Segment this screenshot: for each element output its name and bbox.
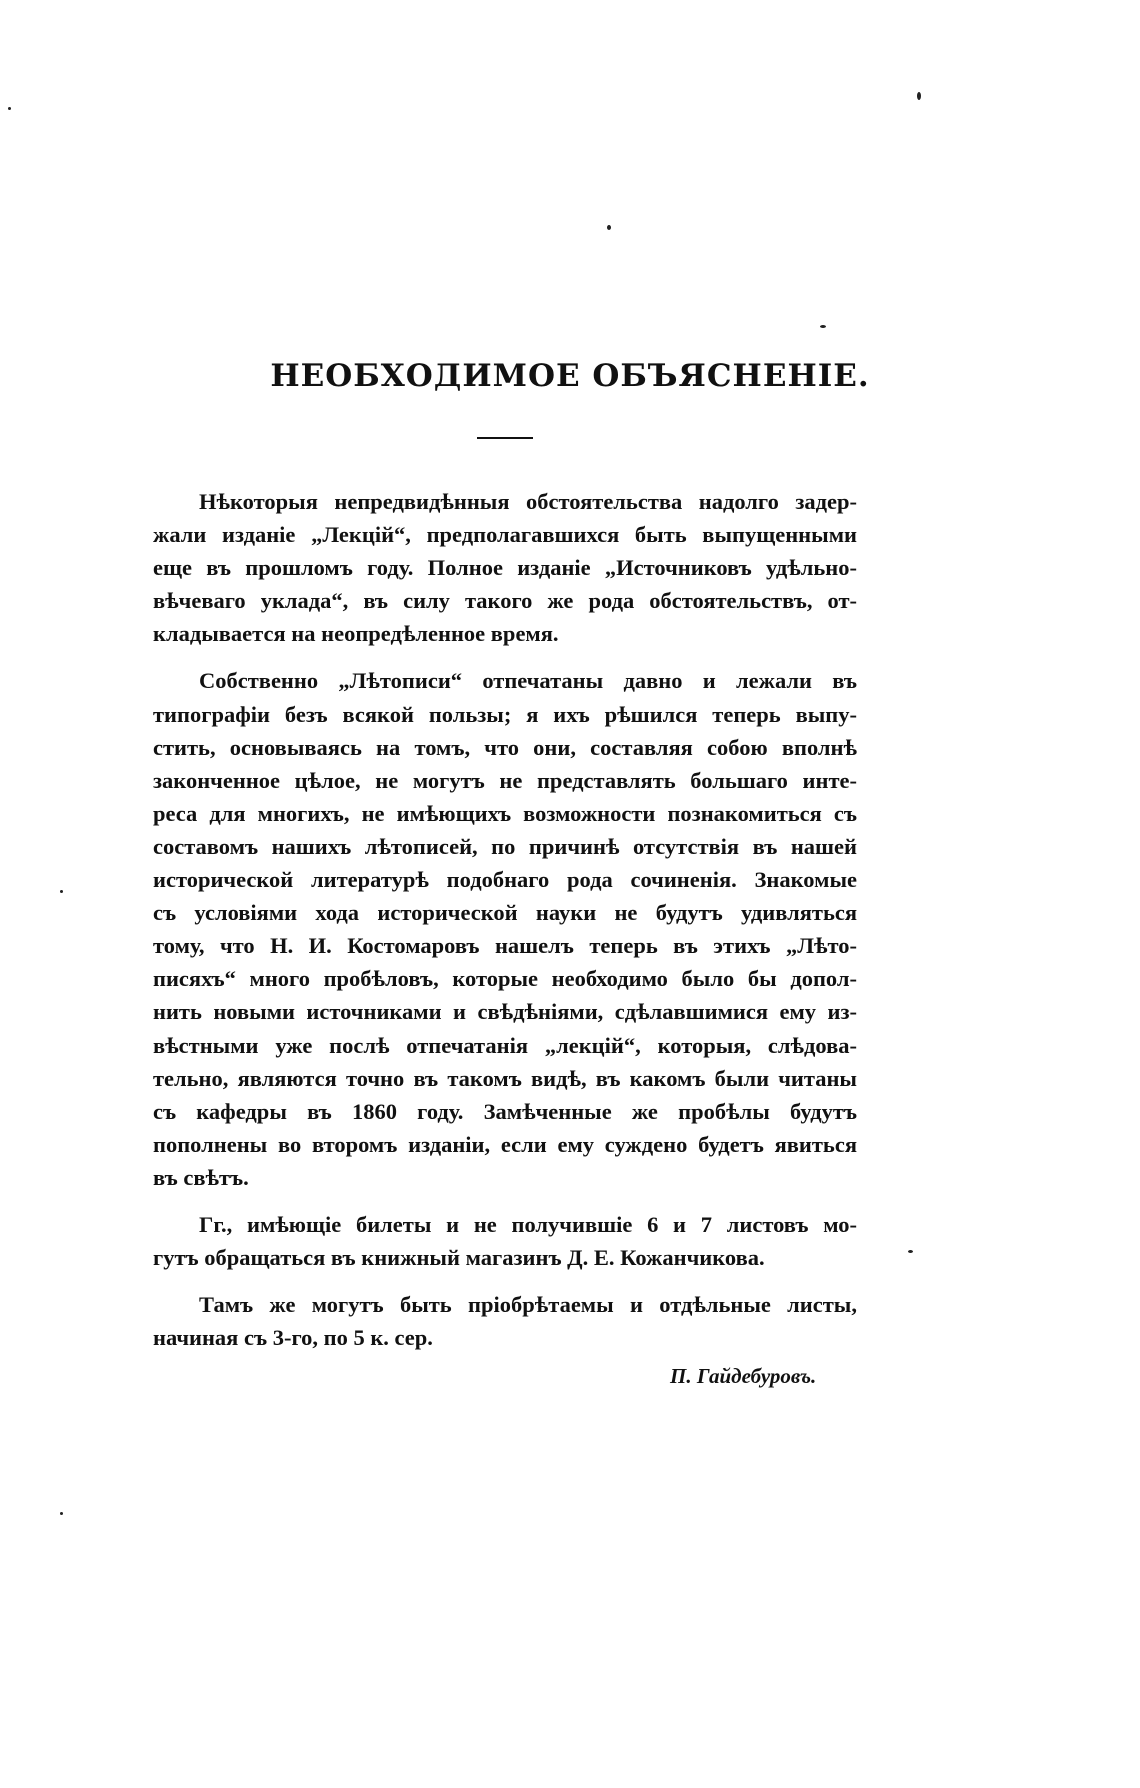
text-line: тельно, являются точно въ такомъ видѣ, въ какомъ были читаны: [153, 1065, 857, 1091]
text-line: составомъ нашихъ лѣтописей, по причинѣ отсутствiя въ нашей: [153, 833, 857, 859]
text-line: Гг., имѣющiе билеты и не получившiе 6 и 7 листовъ мо-: [199, 1211, 857, 1237]
text-line: кладывается на неопредѣленное время.: [153, 621, 559, 647]
scan-speck: [8, 107, 11, 110]
scan-speck: [917, 92, 921, 100]
text-line: тому, что Н. И. Костомаровъ нашелъ теперь въ этихъ „Лѣто-: [153, 933, 857, 959]
text-line: съ кафедры въ 1860 году. Замѣченные же пробѣлы будутъ: [153, 1098, 857, 1124]
text-line: еще въ прошломъ году. Полное изданiе „Источниковъ удѣльно-: [153, 555, 857, 581]
scan-speck: [820, 325, 826, 328]
text-line: жали изданiе „Лекцiй“, предполагавшихся быть выпущенными: [153, 522, 857, 548]
title-divider: [477, 437, 533, 439]
text-line: нить новыми источниками и свѣдѣнiями, сдѣлавшимися ему из-: [153, 999, 857, 1025]
scan-speck: [908, 1250, 913, 1253]
text-line: исторической литературѣ подобнаго рода сочиненiя. Знакомые: [153, 867, 857, 893]
scan-speck: [60, 1512, 63, 1515]
paragraph-1: [153, 485, 857, 650]
signature: П. Гайдебуровъ.: [670, 1364, 817, 1388]
scan-speck: [60, 890, 63, 893]
text-line: Тамъ же могутъ быть прiобрѣтаемы и отдѣльные листы,: [199, 1292, 857, 1318]
paragraph-4: [153, 1288, 857, 1354]
text-line: реса для многихъ, не имѣющихъ возможности познакомиться съ: [153, 800, 857, 826]
text-line: съ условiями хода исторической науки не будутъ удивляться: [153, 900, 857, 926]
paragraph-3: [153, 1208, 857, 1274]
paragraph-2: [153, 664, 857, 1194]
scan-speck: [607, 225, 611, 230]
text-line: въ свѣтъ.: [153, 1164, 249, 1190]
page-title: НЕОБХОДИМОЕ ОБЪЯСНЕНIЕ.: [270, 358, 870, 394]
text-line: законченное цѣлое, не могутъ не представлять большаго инте-: [153, 767, 857, 793]
text-line: гутъ обращаться въ книжный магазинъ Д. Е. Кожанчикова.: [153, 1245, 765, 1271]
text-line: вѣчеваго уклада“, въ силу такого же рода обстоятельствъ, от-: [153, 588, 857, 614]
document-body: [153, 485, 857, 1354]
text-line: пополнены во второмъ изданiи, если ему суждено будетъ явиться: [153, 1131, 857, 1157]
text-line: начиная съ 3-го, по 5 к. сер.: [153, 1325, 433, 1351]
text-line: вѣстными уже послѣ отпечатанiя „лекцiй“, которыя, слѣдова-: [153, 1032, 857, 1058]
text-line: Нѣкоторыя непредвидѣнныя обстоятельства надолго задер-: [199, 489, 857, 514]
text-line: писяхъ“ много пробѣловъ, которые необходимо было бы допол-: [153, 966, 857, 992]
text-line: стить, основываясь на томъ, что они, составляя собою вполнѣ: [153, 734, 857, 760]
text-line: типографiи безъ всякой пользы; я ихъ рѣшился теперь выпу-: [153, 701, 857, 727]
text-line: Собственно „Лѣтописи“ отпечатаны давно и лежали въ: [199, 668, 857, 694]
